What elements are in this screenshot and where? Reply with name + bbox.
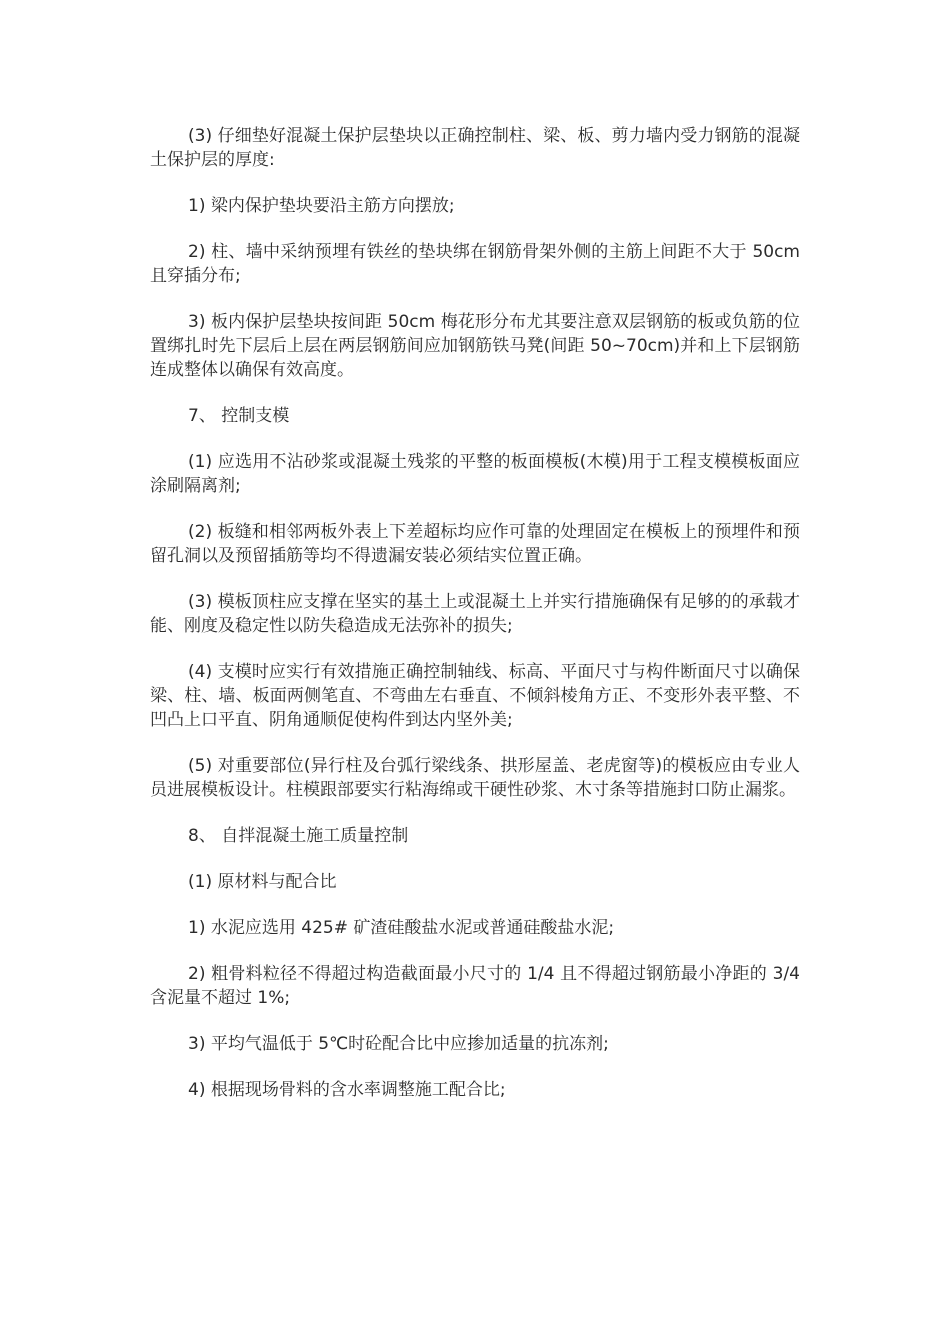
paragraph-antifreeze: 3) 平均气温低于 5℃时砼配合比中应掺加适量的抗冻剂; — [188, 1034, 609, 1054]
paragraph-column-wall-blocks: 2) 柱、墙中采纳预埋有铁丝的垫块绑在钢筋骨架外侧的主筋上间距不大于 50cm 且穿插分布; — [150, 242, 800, 286]
paragraph-mix-adjust: 4) 根据现场骨料的含水率调整施工配合比; — [188, 1080, 506, 1100]
paragraph-cement: 1) 水泥应选用 425# 矿渣硅酸盐水泥或普通硅酸盐水泥; — [188, 918, 615, 938]
paragraph-formwork-4: (4) 支模时应实行有效措施正确控制轴线、标高、平面尺寸与构件断面尺寸以确保梁、柱、墙、板面两侧笔直、不弯曲左右垂直、不倾斜棱角方正、不变形外表平整、不凹凸上口平直、阴角通顺促使构件到达内坚外美; — [150, 662, 800, 730]
section-heading-formwork: 7、 控制支模 — [188, 406, 290, 426]
subheading-materials: (1) 原材料与配合比 — [188, 872, 337, 892]
paragraph-beam-cover-blocks: 1) 梁内保护垫块要沿主筋方向摆放; — [188, 196, 455, 216]
document-body — [150, 124, 800, 1124]
paragraph-rebar-cover-blocks: (3) 仔细垫好混凝土保护层垫块以正确控制柱、梁、板、剪力墙内受力钢筋的混凝土保护层的厚度: — [150, 126, 800, 170]
paragraph-formwork-1: (1) 应选用不沾砂浆或混凝土残浆的平整的板面模板(木模)用于工程支模模板面应涂刷隔离剂; — [150, 452, 800, 496]
paragraph-formwork-3: (3) 模板顶柱应支撑在坚实的基土上或混凝土上并实行措施确保有足够的的承载才能、刚度及稳定性以防失稳造成无法弥补的损失; — [150, 592, 800, 636]
paragraph-slab-blocks: 3) 板内保护层垫块按间距 50cm 梅花形分布尤其要注意双层钢筋的板或负筋的位置绑扎时先下层后上层在两层钢筋间应加钢筋铁马凳(间距 50~70cm)并和上下层钢筋连成整体以确保有效高度。 — [150, 312, 800, 380]
paragraph-formwork-5: (5) 对重要部位(异行柱及台弧行梁线条、拱形屋盖、老虎窗等)的模板应由专业人员进展模板设计。柱模跟部要实行粘海绵或干硬性砂浆、木寸条等措施封口防止漏浆。 — [150, 756, 800, 800]
section-heading-concrete: 8、 自拌混凝土施工质量控制 — [188, 826, 409, 846]
paragraph-aggregate: 2) 粗骨料粒径不得超过构造截面最小尺寸的 1/4 且不得超过钢筋最小净距的 3/4 含泥量不超过 1%; — [150, 964, 800, 1008]
paragraph-formwork-2: (2) 板缝和相邻两板外表上下差超标均应作可靠的处理固定在模板上的预埋件和预留孔洞以及预留插筋等均不得遗漏安装必须结实位置正确。 — [150, 522, 800, 566]
